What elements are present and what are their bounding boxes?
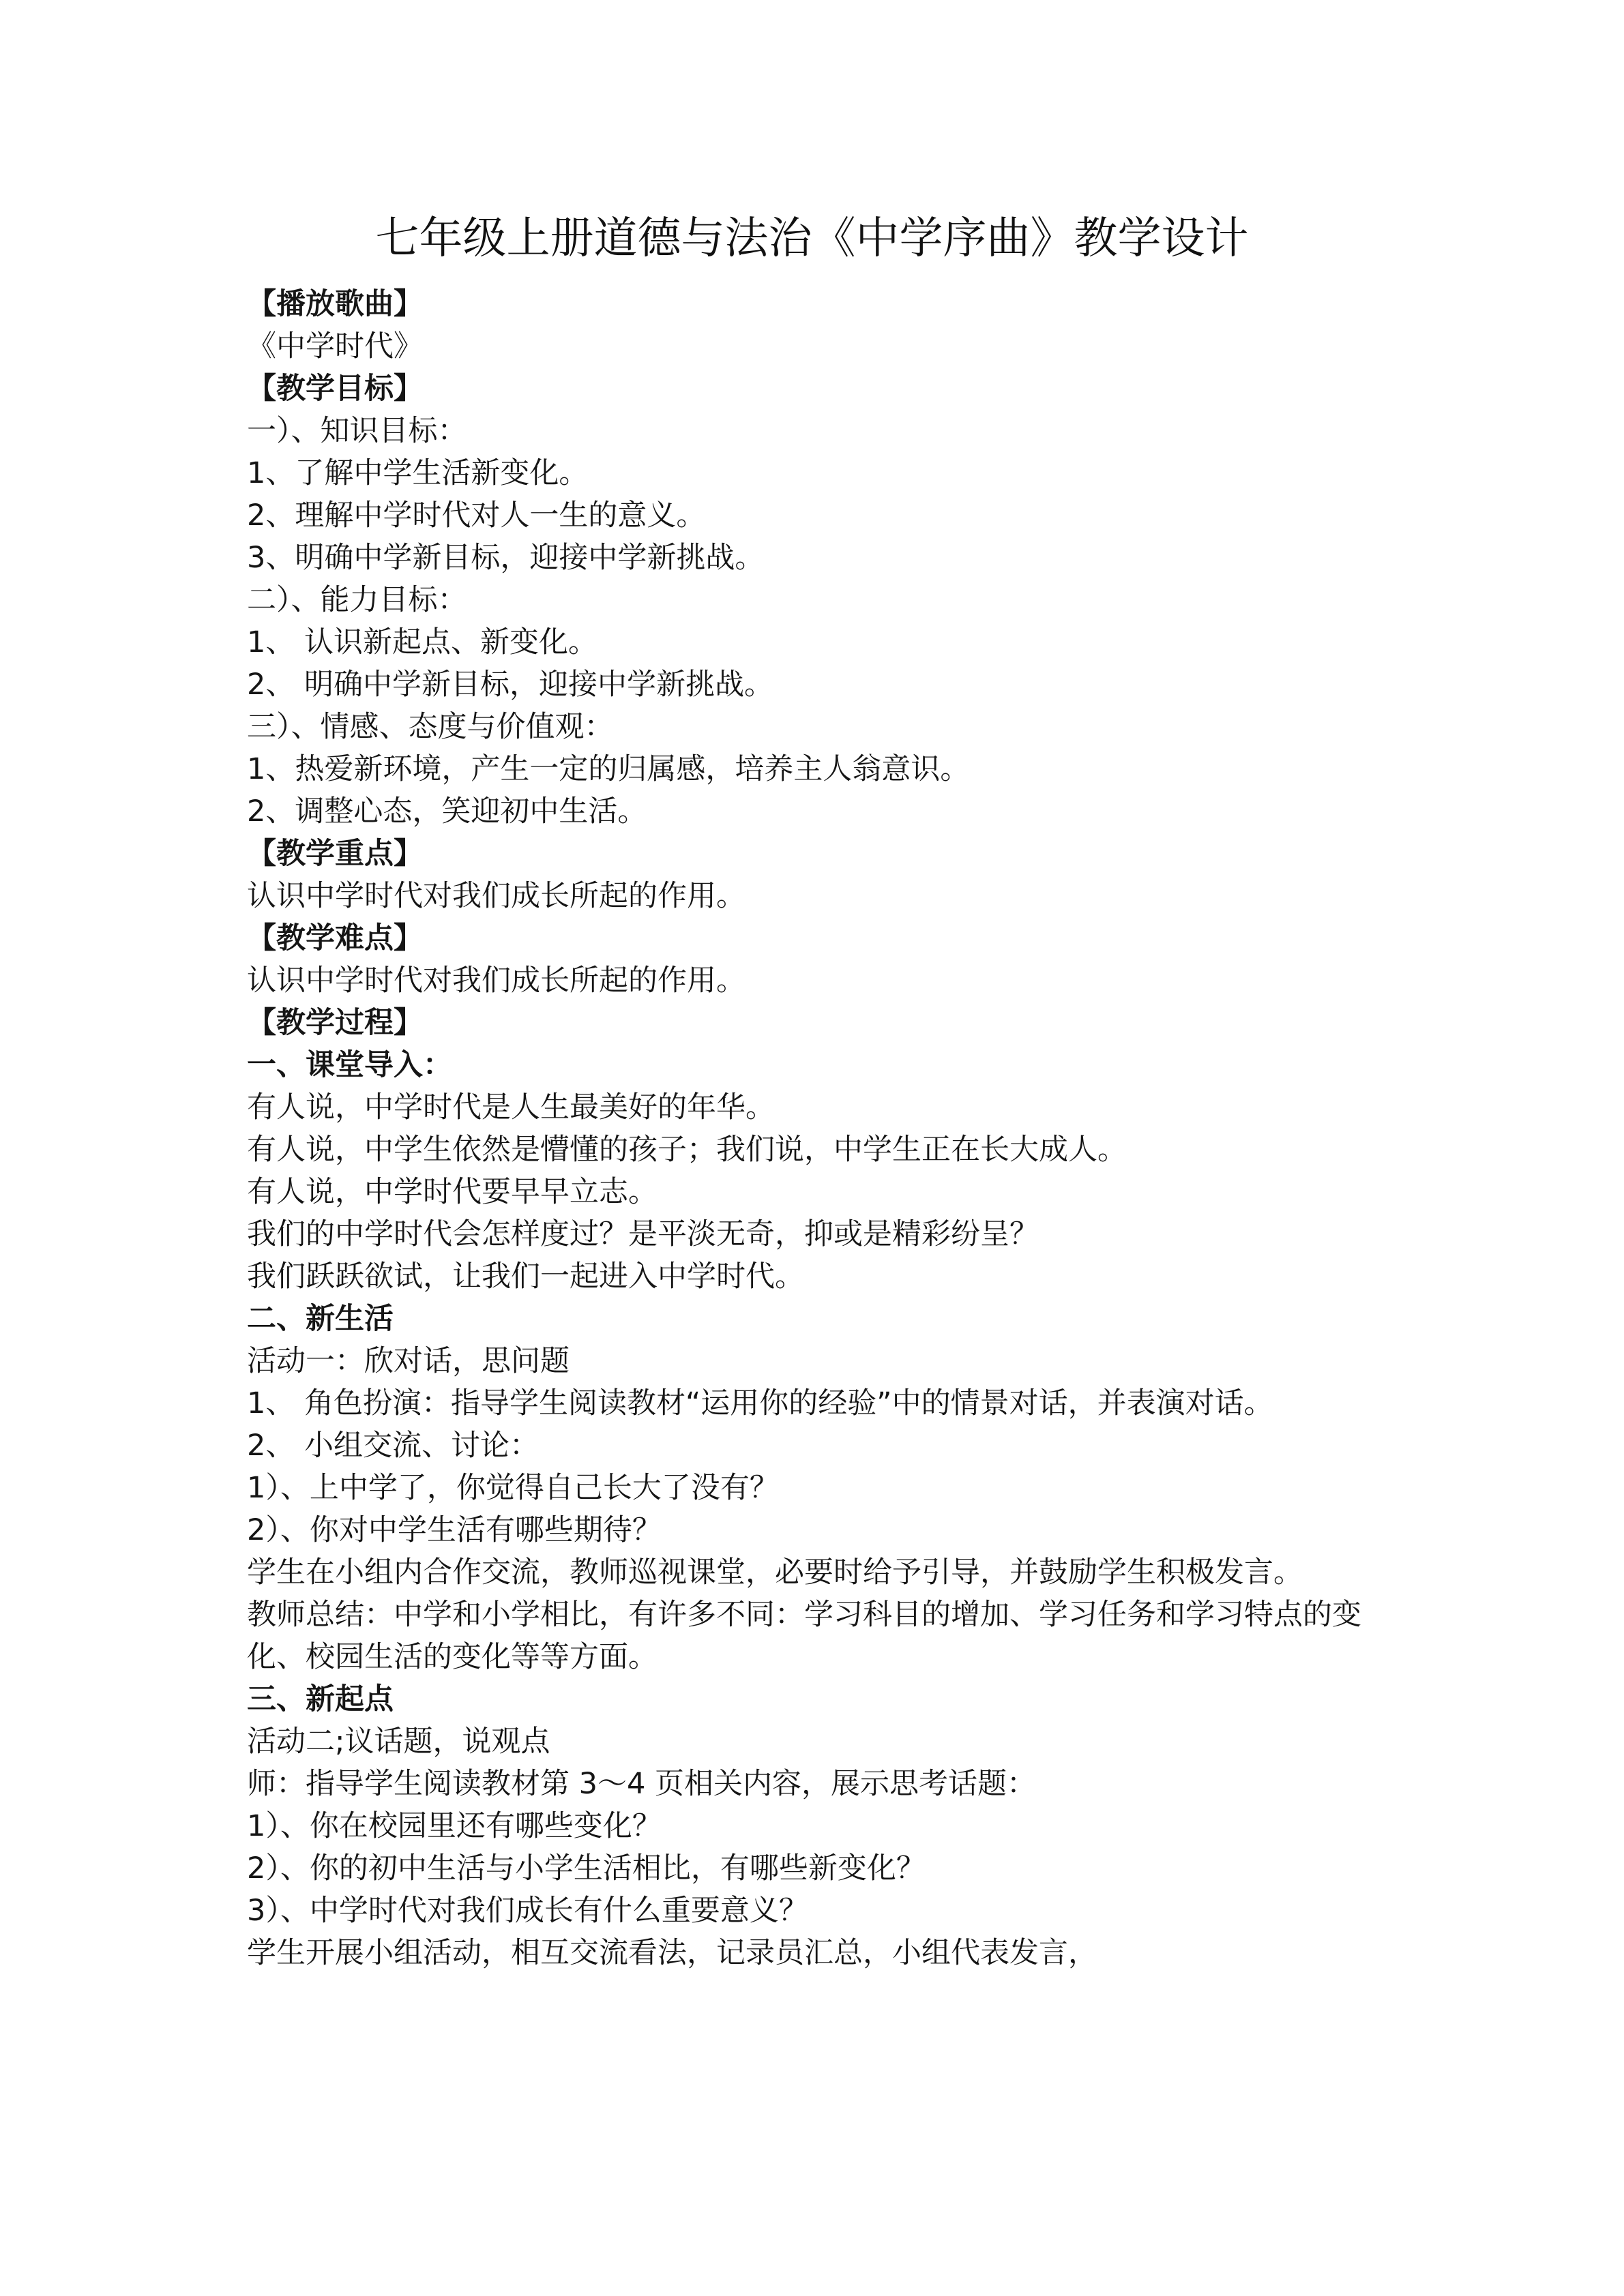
activity-title: 活动二;议话题，说观点 bbox=[247, 1725, 550, 1759]
list-item: 1、了解中学生活新变化。 bbox=[247, 456, 589, 490]
paragraph: 师：指导学生阅读教材第 3～4 页相关内容，展示思考话题： bbox=[247, 1767, 1037, 1801]
section-heading-teaching-process: 【教学过程】 bbox=[247, 1006, 423, 1040]
section-heading-play-song: 【播放歌曲】 bbox=[247, 287, 423, 321]
paragraph: 学生开展小组活动，相互交流看法，记录员汇总，小组代表发言， bbox=[247, 1936, 1097, 1970]
activity-title: 活动一：欣对话，思问题 bbox=[247, 1344, 570, 1378]
document-title: 七年级上册道德与法治《中学序曲》教学设计 bbox=[375, 213, 1249, 264]
list-item: 2、调整心态，笑迎初中生活。 bbox=[247, 794, 647, 829]
paragraph: 教师总结：中学和小学相比，有许多不同：学习科目的增加、学习任务和学习特点的变化、校园生活的变化等等方面。 bbox=[247, 1598, 1361, 1674]
section-heading-difficulties: 【教学难点】 bbox=[247, 921, 423, 955]
list-item: 1、 角色扮演：指导学生阅读教材“运用你的经验”中的情景对话，并表演对话。 bbox=[247, 1386, 1273, 1420]
subheading-new-life: 二、新生活 bbox=[247, 1302, 394, 1336]
paragraph: 学生在小组内合作交流，教师巡视课堂，必要时给予引导，并鼓励学生积极发言。 bbox=[247, 1555, 1303, 1590]
question-item: 2）、你的初中生活与小学生活相比，有哪些新变化？ bbox=[247, 1851, 926, 1885]
paragraph: 我们的中学时代会怎样度过？是平淡无奇，抑或是精彩纷呈？ bbox=[247, 1217, 1039, 1251]
paragraph: 有人说，中学时代要早早立志。 bbox=[247, 1175, 658, 1209]
subheading-ability-goals: 二）、能力目标： bbox=[247, 583, 467, 617]
section-heading-key-points: 【教学重点】 bbox=[247, 837, 423, 871]
list-item: 1、热爱新环境，产生一定的归属感，培养主人翁意识。 bbox=[247, 752, 970, 786]
list-item: 2、理解中学时代对人一生的意义。 bbox=[247, 498, 706, 533]
list-item: 2、 明确中学新目标，迎接中学新挑战。 bbox=[247, 668, 774, 702]
document-body bbox=[247, 283, 1379, 1974]
subheading-class-intro: 一、课堂导入： bbox=[247, 1048, 452, 1082]
list-item: 2、 小组交流、讨论： bbox=[247, 1429, 540, 1463]
question-item: 1）、上中学了，你觉得自己长大了没有？ bbox=[247, 1471, 779, 1505]
paragraph: 我们跃跃欲试，让我们一起进入中学时代。 bbox=[247, 1259, 804, 1294]
paragraph: 认识中学时代对我们成长所起的作用。 bbox=[247, 879, 745, 913]
section-heading-teaching-goals: 【教学目标】 bbox=[247, 372, 423, 406]
question-item: 1）、你在校园里还有哪些变化？ bbox=[247, 1809, 662, 1843]
question-item: 2）、你对中学生活有哪些期待？ bbox=[247, 1513, 662, 1547]
question-item: 3）、中学时代对我们成长有什么重要意义？ bbox=[247, 1894, 808, 1928]
paragraph: 有人说，中学生依然是懵懂的孩子；我们说，中学生正在长大成人。 bbox=[247, 1133, 1127, 1167]
subheading-new-start: 三、新起点 bbox=[247, 1682, 394, 1716]
list-item: 3、明确中学新目标，迎接中学新挑战。 bbox=[247, 541, 765, 575]
paragraph: 有人说，中学时代是人生最美好的年华。 bbox=[247, 1090, 775, 1124]
song-name: 《中学时代》 bbox=[247, 329, 423, 363]
list-item: 1、 认识新起点、新变化。 bbox=[247, 625, 598, 659]
subheading-values-goals: 三）、情感、态度与价值观： bbox=[247, 710, 614, 744]
subheading-knowledge-goals: 一）、知识目标： bbox=[247, 414, 467, 448]
paragraph: 认识中学时代对我们成长所起的作用。 bbox=[247, 964, 745, 998]
